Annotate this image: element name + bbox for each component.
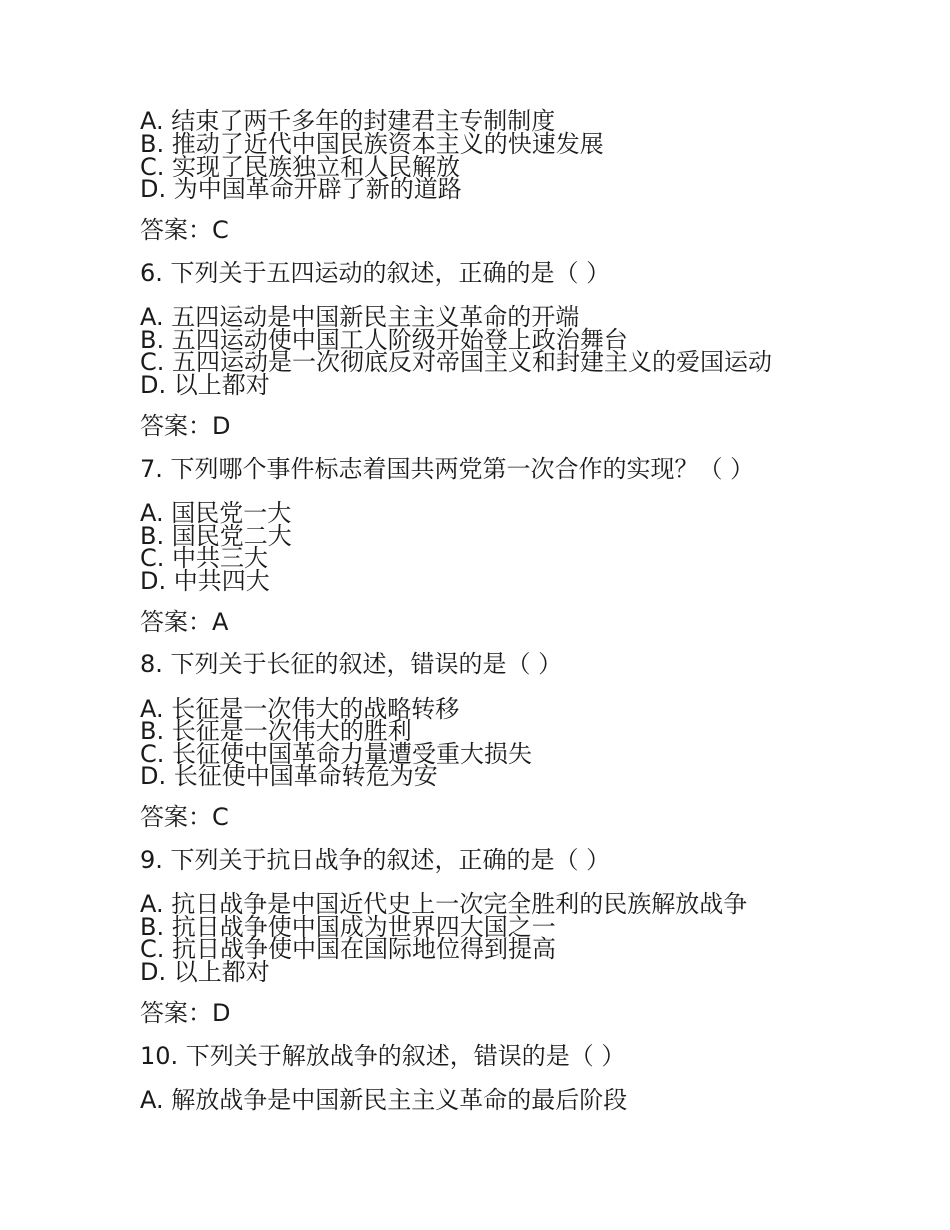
option-d: D. 为中国革命开辟了新的道路	[140, 175, 462, 203]
option-b: B. 长征是一次伟大的胜利	[140, 717, 412, 745]
answer: 答案：D	[140, 412, 231, 440]
option-a: A. 国民党一大	[140, 499, 292, 527]
option-c: C. 实现了民族独立和人民解放	[140, 153, 461, 181]
option-b: B. 五四运动使中国工人阶级开始登上政治舞台	[140, 326, 628, 354]
option-b: B. 国民党二大	[140, 522, 292, 550]
option-d: D. 长征使中国革命转危为安	[140, 762, 438, 790]
option-d: D. 以上都对	[140, 958, 270, 986]
option-c: C. 中共三大	[140, 544, 269, 572]
question-9: 9. 下列关于抗日战争的叙述，正确的是（ ）	[140, 846, 611, 874]
question-8: 8. 下列关于长征的叙述，错误的是（ ）	[140, 650, 563, 678]
option-a: A. 解放战争是中国新民主主义革命的最后阶段	[140, 1086, 628, 1114]
option-b: B. 推动了近代中国民族资本主义的快速发展	[140, 130, 604, 158]
answer: 答案：C	[140, 803, 229, 831]
option-d: D. 以上都对	[140, 371, 270, 399]
answer: 答案：A	[140, 608, 229, 636]
answer: 答案：C	[140, 216, 229, 244]
option-c: C. 五四运动是一次彻底反对帝国主义和封建主义的爱国运动	[140, 348, 773, 376]
option-c: C. 长征使中国革命力量遭受重大损失	[140, 740, 533, 768]
option-a: A. 长征是一次伟大的战略转移	[140, 695, 460, 723]
option-d: D. 中共四大	[140, 567, 270, 595]
answer: 答案：D	[140, 999, 231, 1027]
option-c: C. 抗日战争使中国在国际地位得到提高	[140, 935, 557, 963]
question-6: 6. 下列关于五四运动的叙述，正确的是（ ）	[140, 259, 611, 287]
option-b: B. 抗日战争使中国成为世界四大国之一	[140, 913, 556, 941]
question-10: 10. 下列关于解放战争的叙述，错误的是（ ）	[140, 1042, 626, 1070]
option-a: A. 抗日战争是中国近代史上一次完全胜利的民族解放战争	[140, 890, 748, 918]
question-7: 7. 下列哪个事件标志着国共两党第一次合作的实现？（ ）	[140, 455, 755, 483]
option-a: A. 五四运动是中国新民主主义革命的开端	[140, 303, 580, 331]
option-a: A. 结束了两千多年的封建君主专制制度	[140, 107, 556, 135]
